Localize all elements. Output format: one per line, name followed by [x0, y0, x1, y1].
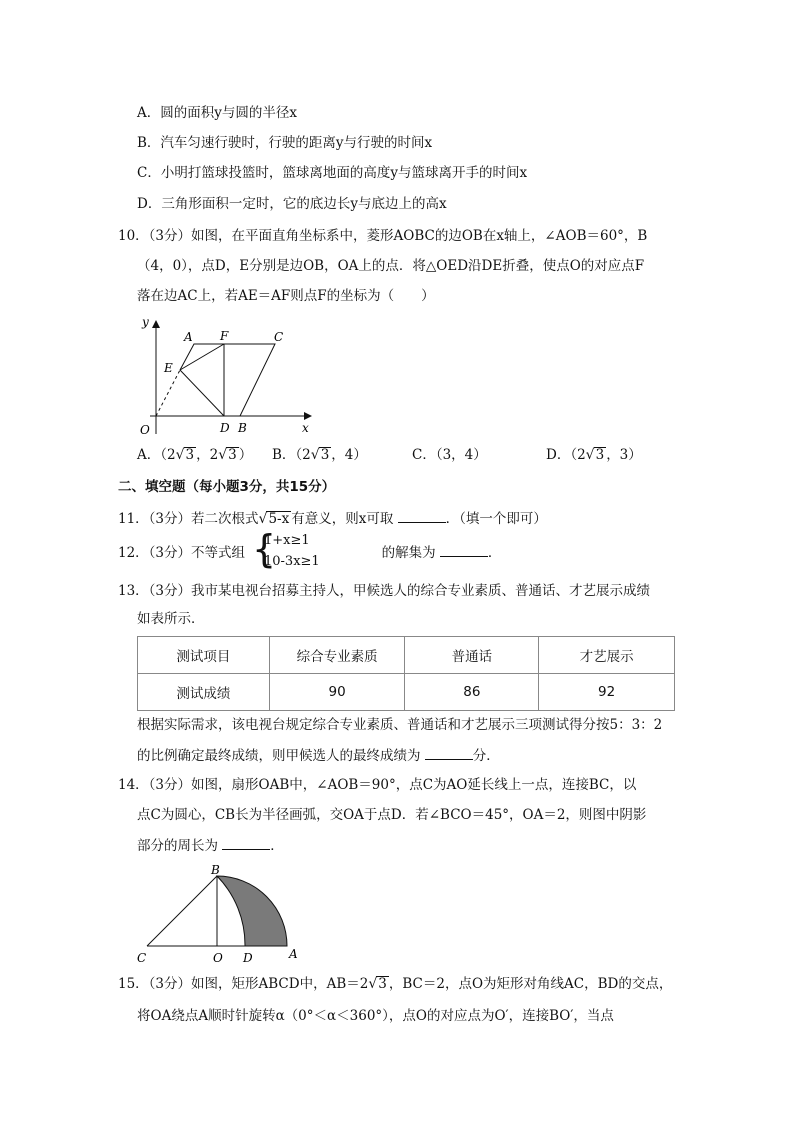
- rhombus-outline: [180, 344, 275, 416]
- label-y: y: [142, 315, 149, 329]
- q15-line1: 15．（3分）如图，矩形ABCD中，AB＝2√3 ，BC＝2，点O为矩形对角线AC，BD的交点，: [118, 976, 673, 992]
- q10-figure: [130, 312, 320, 442]
- q13-line4: 的比例确定最终成绩，则甲候选人的最终成绩为 分．: [137, 748, 500, 764]
- label-c: C: [274, 330, 284, 344]
- shaded-region: [217, 876, 287, 946]
- q10-option-a: A．（2√3 ，2√3 ）: [137, 447, 253, 463]
- q14-line1: 14．（3分）如图，扇形OAB中，∠AOB＝90°，点C为AO延长线上一点，连接BC，以: [118, 777, 637, 793]
- q9-option-a: A．圆的面积y与圆的半径x: [137, 105, 297, 121]
- table-cell: 90: [269, 674, 405, 711]
- brace-glyph: {: [252, 527, 277, 571]
- q12: 12．（3分）不等式组 的解集为 ．: [118, 545, 502, 561]
- table-header-cell: 才艺展示: [539, 637, 675, 674]
- label-b: B: [211, 863, 220, 877]
- table-header-cell: 测试项目: [138, 637, 270, 674]
- q11-answer-blank[interactable]: [398, 509, 446, 523]
- table-cell: 86: [405, 674, 539, 711]
- label-b: B: [238, 421, 247, 435]
- q13-line2: 如表所示．: [137, 611, 205, 627]
- table-row: [138, 674, 675, 711]
- section-2-title: 二、填空题（每小题3分，共15分）: [118, 479, 336, 495]
- q12-inequality-system: [252, 527, 342, 572]
- q14-line3: 部分的周长为 ．: [137, 838, 284, 854]
- label-a: A: [289, 947, 298, 961]
- q9-option-d: D．三角形面积一定时，它的底边长y与底边上的高x: [137, 196, 447, 212]
- q9-option-c: C．小明打篮球投篮时，篮球离地面的高度y与篮球离开手的时间x: [137, 165, 528, 181]
- q11: 11．（3分）若二次根式√5-x 有意义，则x可取 ．（填一个即可）: [118, 511, 547, 527]
- q10-option-d: D．（2√3 ，3）: [546, 447, 642, 463]
- table-header-cell: 综合专业素质: [269, 637, 405, 674]
- q12-ineq-1: 1+x≥1: [264, 533, 310, 548]
- label-o: O: [140, 423, 150, 437]
- q10-option-b: B．（2√3 ，4）: [272, 447, 367, 463]
- label-d: D: [220, 421, 230, 435]
- q15-line2: 将OA绕点A顺时针旋转α（0°＜α＜360°），点O的对应点为O′，连接BO′，当点: [137, 1008, 614, 1024]
- q12-answer-blank[interactable]: [440, 543, 488, 557]
- q9-option-b: B．汽车匀速行驶时，行驶的距离y与行驶的时间x: [137, 135, 433, 151]
- q12-ineq-2: 10-3x≥1: [264, 554, 320, 569]
- segment-cb: [147, 876, 217, 946]
- q10-option-c: C．（3，4）: [412, 447, 487, 463]
- label-e: E: [164, 361, 173, 375]
- q13-line1: 13．（3分）我市某电视台招募主持人，甲候选人的综合专业素质、普通话、才艺展示成绩: [118, 583, 651, 599]
- segment-oe: [156, 370, 180, 416]
- label-a: A: [184, 330, 193, 344]
- label-o: O: [213, 951, 223, 965]
- q13-score-table: [137, 636, 675, 711]
- q14-line2: 点C为圆心，CB长为半径画弧，交OA于点D．若∠BCO＝45°，OA＝2，则图中阴影: [137, 807, 647, 823]
- q14-figure: [135, 862, 305, 968]
- q10-line2: （4，0），点D，E分别是边OB，OA上的点．将△OED沿DE折叠，使点O的对应点F: [137, 258, 645, 274]
- table-cell: 测试成绩: [138, 674, 270, 711]
- q13-answer-blank[interactable]: [425, 746, 473, 760]
- table-row: [138, 637, 675, 674]
- q10-line3: 落在边AC上，若AE＝AF则点F的坐标为（ ）: [137, 288, 435, 304]
- q10-line1: 10．（3分）如图，在平面直角坐标系中，菱形AOBC的边OB在x轴上，∠AOB＝60°，B: [118, 228, 648, 244]
- table-cell: 92: [539, 674, 675, 711]
- label-x: x: [302, 421, 309, 435]
- segment-ed: [180, 370, 224, 416]
- label-c: C: [137, 951, 147, 965]
- table-header-cell: 普通话: [405, 637, 539, 674]
- q13-line3: 根据实际需求，该电视台规定综合专业素质、普通话和才艺展示三项测试得分按5：3：2: [137, 717, 663, 733]
- label-d: D: [243, 951, 253, 965]
- q14-answer-blank[interactable]: [222, 836, 270, 850]
- label-f: F: [220, 329, 229, 343]
